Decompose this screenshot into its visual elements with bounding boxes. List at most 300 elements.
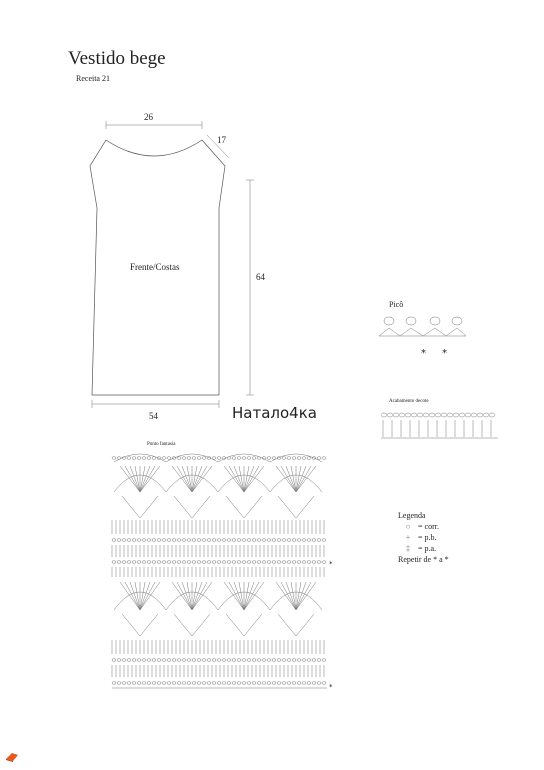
chart-chain	[197, 561, 201, 564]
chart-chain	[227, 682, 231, 685]
chart-chain	[277, 659, 281, 662]
chart-chain	[152, 457, 156, 460]
chart-chain	[312, 561, 316, 564]
chart-chain	[112, 561, 116, 564]
chart-chain	[262, 659, 266, 662]
neck-edging-chain	[489, 413, 495, 417]
chart-chain	[292, 659, 296, 662]
chart-chain	[302, 539, 306, 542]
chart-chain	[277, 561, 281, 564]
chart-chain	[117, 659, 121, 662]
chart-chain	[282, 561, 286, 564]
chart-chain	[157, 539, 161, 542]
chart-chain	[127, 659, 131, 662]
chart-chain	[302, 659, 306, 662]
chart-chain	[232, 659, 236, 662]
chart-chain	[307, 561, 311, 564]
stitch-chart	[112, 454, 327, 688]
chart-fan-stitch	[244, 582, 264, 610]
chart-chain	[207, 682, 211, 685]
chart-chain	[287, 682, 291, 685]
chart-chain	[152, 561, 156, 564]
chart-chain	[267, 539, 271, 542]
chart-chain	[142, 457, 146, 460]
neck-edging-chain	[453, 413, 459, 417]
chart-chain	[177, 539, 181, 542]
chart-chain	[157, 682, 161, 685]
chart-fan-stitch	[244, 466, 254, 492]
chart-chain	[287, 457, 291, 460]
page-title: Vestido bege	[68, 48, 166, 69]
chart-v-stitch	[174, 496, 210, 518]
neck-edging-chain	[387, 413, 393, 417]
chart-chain	[202, 682, 206, 685]
chart-chain	[192, 682, 196, 685]
chart-chain	[302, 682, 306, 685]
chart-chain	[167, 682, 171, 685]
chart-chain	[247, 561, 251, 564]
chart-chain	[142, 659, 146, 662]
chart-chain	[112, 539, 116, 542]
neck-edging-chain	[483, 413, 489, 417]
neck-edging-chain	[459, 413, 465, 417]
stitch-chart-title: Ponto fantasia	[147, 442, 176, 447]
legend-repeat-note: Repetir de * a *	[398, 555, 449, 564]
chart-chain	[237, 682, 241, 685]
chart-chain	[212, 457, 216, 460]
chart-chain	[177, 682, 181, 685]
chart-chain	[252, 539, 256, 542]
chart-chain	[242, 682, 246, 685]
chart-chain	[262, 682, 266, 685]
chart-chain	[187, 539, 191, 542]
chart-chain	[207, 561, 211, 564]
chart-chain	[232, 561, 236, 564]
chart-chain	[287, 561, 291, 564]
chart-fan-stitch	[192, 466, 202, 492]
chart-chain	[147, 682, 151, 685]
chart-chain	[257, 561, 261, 564]
chart-chain	[212, 539, 216, 542]
chart-chain	[132, 659, 136, 662]
chart-chain	[317, 561, 321, 564]
chart-chain	[252, 457, 256, 460]
neck-edging-chain	[381, 413, 387, 417]
chart-chain	[257, 659, 261, 662]
chart-chain	[232, 682, 236, 685]
chart-chain	[237, 561, 241, 564]
chart-chain	[137, 682, 141, 685]
pico-diagram	[379, 317, 466, 336]
chart-chain	[112, 682, 116, 685]
chart-chain	[217, 561, 221, 564]
chart-chain	[322, 539, 326, 542]
chart-chain	[307, 659, 311, 662]
chart-chain	[117, 561, 121, 564]
chart-chain	[117, 457, 121, 460]
chart-chain	[217, 682, 221, 685]
chart-fan-stitch	[296, 466, 316, 492]
chart-chain	[162, 659, 166, 662]
chart-chain	[312, 659, 316, 662]
chart-chain	[317, 539, 321, 542]
chart-chain	[297, 539, 301, 542]
neck-edging-chain	[411, 413, 417, 417]
chart-chain	[267, 682, 271, 685]
chart-chain	[252, 682, 256, 685]
chart-chain	[212, 561, 216, 564]
chart-chain	[222, 659, 226, 662]
chart-v-stitch	[174, 614, 210, 636]
stitch-repeat-marker-1: *	[329, 560, 333, 568]
chart-chain	[222, 682, 226, 685]
chart-chain	[297, 457, 301, 460]
chart-chain	[142, 682, 146, 685]
chart-fan-stitch	[182, 466, 192, 492]
chart-chain	[117, 539, 121, 542]
double-crochet-icon: ‡	[406, 544, 410, 553]
chart-chain	[237, 457, 241, 460]
chart-chain	[187, 457, 191, 460]
chart-chain	[217, 457, 221, 460]
dim-line-height	[246, 180, 254, 395]
chart-chain	[172, 539, 176, 542]
chart-chain	[312, 539, 316, 542]
chart-fan-stitch	[286, 582, 296, 610]
chart-fan-stitch	[296, 582, 316, 610]
chart-chain	[272, 659, 276, 662]
chart-fan-stitch	[192, 466, 212, 492]
chart-chain	[267, 659, 271, 662]
chain-oval-icon: ○	[405, 522, 411, 531]
chart-chain	[292, 682, 296, 685]
chart-chain	[282, 682, 286, 685]
chart-fan-stitch	[140, 466, 160, 492]
chart-chain	[297, 561, 301, 564]
chart-chain	[242, 457, 246, 460]
chart-chain	[147, 659, 151, 662]
chart-chain	[232, 539, 236, 542]
chart-chain	[252, 659, 256, 662]
chart-chain	[247, 539, 251, 542]
chart-chain	[177, 457, 181, 460]
chart-chain	[292, 457, 296, 460]
neck-edging-chain	[429, 413, 435, 417]
chart-chain	[257, 457, 261, 460]
neck-edging-chain	[405, 413, 411, 417]
chart-chain	[297, 682, 301, 685]
neck-edging-chain	[399, 413, 405, 417]
chart-v-stitch	[226, 496, 262, 518]
neck-edging-chain	[441, 413, 447, 417]
chart-chain	[192, 539, 196, 542]
chart-fan-stitch	[286, 466, 296, 492]
chart-chain	[257, 539, 261, 542]
chart-chain	[137, 457, 141, 460]
legend-label: = corr.	[418, 522, 439, 531]
chart-chain	[207, 659, 211, 662]
chart-chain	[287, 659, 291, 662]
legend-label: = p.a.	[418, 544, 437, 553]
chart-fan-stitch	[244, 466, 264, 492]
chart-fan-stitch	[234, 466, 244, 492]
legend-item-single-crochet	[398, 532, 449, 543]
chart-fan-stitch	[140, 466, 150, 492]
chart-chain	[162, 539, 166, 542]
chart-chain	[217, 659, 221, 662]
chart-chain	[197, 682, 201, 685]
chart-chain	[167, 659, 171, 662]
chart-chain	[282, 659, 286, 662]
chart-chain	[242, 659, 246, 662]
chart-chain	[187, 561, 191, 564]
recipe-number: Receita 21	[76, 74, 110, 83]
chart-chain	[147, 539, 151, 542]
chart-chain	[152, 682, 156, 685]
chart-chain	[192, 659, 196, 662]
chart-chain	[182, 561, 186, 564]
chart-fan-stitch	[120, 466, 140, 492]
stitch-repeat-marker-2: *	[329, 683, 333, 691]
chart-chain	[132, 539, 136, 542]
chart-chain	[277, 539, 281, 542]
chart-chain	[182, 539, 186, 542]
chart-chain	[152, 659, 156, 662]
chart-chain	[202, 457, 206, 460]
chart-chain	[242, 539, 246, 542]
chart-chain	[272, 682, 276, 685]
chart-chain	[162, 457, 166, 460]
chart-fan-stitch	[182, 582, 192, 610]
chart-chain	[132, 561, 136, 564]
neck-edging-chain	[477, 413, 483, 417]
chart-chain	[267, 561, 271, 564]
chart-chain	[147, 561, 151, 564]
chart-chain	[122, 539, 126, 542]
chart-chain	[262, 561, 266, 564]
chart-v-stitch	[122, 496, 158, 518]
chart-chain	[257, 682, 261, 685]
chart-chain	[127, 682, 131, 685]
chart-chain	[202, 659, 206, 662]
chart-chain	[182, 457, 186, 460]
chart-fan-stitch	[192, 582, 202, 610]
chart-chain	[232, 457, 236, 460]
chart-chain	[167, 539, 171, 542]
chart-fan-stitch	[120, 582, 140, 610]
chart-fan-stitch	[276, 466, 296, 492]
chart-chain	[162, 682, 166, 685]
chart-chain	[297, 659, 301, 662]
chart-chain	[172, 682, 176, 685]
dimension-length: 64	[256, 272, 265, 282]
chart-chain	[322, 682, 326, 685]
chart-fan-stitch	[224, 466, 244, 492]
neck-edging-chain	[393, 413, 399, 417]
chart-chain	[177, 561, 181, 564]
chart-chain	[162, 561, 166, 564]
chart-chain	[127, 539, 131, 542]
chart-chain	[227, 659, 231, 662]
chart-chain	[307, 539, 311, 542]
chart-chain	[197, 539, 201, 542]
chart-chain	[282, 539, 286, 542]
chart-chain	[112, 457, 116, 460]
chart-fan-stitch	[224, 582, 244, 610]
chart-chain	[322, 659, 326, 662]
publisher-logo-icon	[5, 749, 19, 763]
chart-chain	[142, 561, 146, 564]
chart-chain	[202, 539, 206, 542]
chart-chain	[282, 457, 286, 460]
chart-chain	[157, 561, 161, 564]
chart-v-stitch	[226, 614, 262, 636]
chart-chain	[137, 659, 141, 662]
chart-fan-stitch	[140, 582, 160, 610]
watermark-text: Натало4ка	[232, 404, 317, 422]
chart-chain	[197, 457, 201, 460]
chart-chain	[197, 659, 201, 662]
chart-fan-stitch	[140, 582, 150, 610]
chart-chain	[312, 682, 316, 685]
chart-chain	[252, 561, 256, 564]
chart-chain	[322, 561, 326, 564]
neck-edging-chain	[417, 413, 423, 417]
chart-chain	[237, 659, 241, 662]
chart-v-stitch	[278, 614, 314, 636]
chart-chain	[142, 539, 146, 542]
pico-repeat-marker-1: *	[421, 348, 426, 359]
chart-v-stitch	[278, 496, 314, 518]
chart-chain	[272, 561, 276, 564]
neck-edging-diagram	[381, 413, 498, 438]
chart-fan-stitch	[296, 582, 306, 610]
chart-chain	[277, 682, 281, 685]
chart-chain	[317, 682, 321, 685]
chart-chain	[237, 539, 241, 542]
chart-chain	[307, 682, 311, 685]
chart-chain	[222, 561, 226, 564]
chart-chain	[317, 659, 321, 662]
neck-edging-chain	[435, 413, 441, 417]
chart-chain	[172, 659, 176, 662]
chart-chain	[157, 659, 161, 662]
chart-chain	[307, 457, 311, 460]
chart-chain	[212, 682, 216, 685]
chart-chain	[167, 457, 171, 460]
chart-chain	[262, 539, 266, 542]
chart-fan-stitch	[192, 582, 212, 610]
chart-chain	[122, 682, 126, 685]
chart-chain	[247, 682, 251, 685]
dim-line-bottom	[92, 400, 219, 408]
chart-chain	[272, 457, 276, 460]
dimension-shoulder: 17	[217, 135, 226, 145]
chart-chain	[212, 659, 216, 662]
chart-chain	[172, 561, 176, 564]
chart-chain	[227, 457, 231, 460]
dimension-bottom-width: 54	[149, 411, 158, 421]
legend-item-chain	[398, 521, 449, 532]
chart-chain	[317, 457, 321, 460]
chart-chain	[147, 457, 151, 460]
chart-fan-stitch	[276, 582, 296, 610]
pico-title: Picô	[389, 300, 404, 309]
chart-chain	[187, 682, 191, 685]
chart-chain	[127, 561, 131, 564]
chart-chain	[127, 457, 131, 460]
chart-fan-stitch	[244, 582, 254, 610]
chart-fan-stitch	[130, 582, 140, 610]
chart-chain	[322, 457, 326, 460]
chart-fan-stitch	[172, 466, 192, 492]
chart-chain	[192, 457, 196, 460]
chart-chain	[202, 561, 206, 564]
chart-chain	[137, 561, 141, 564]
chart-fan-stitch	[296, 466, 306, 492]
chart-chain	[207, 539, 211, 542]
chart-fan-stitch	[234, 582, 244, 610]
chart-chain	[132, 457, 136, 460]
chart-chain	[292, 561, 296, 564]
front-back-label: Frente/Costas	[130, 262, 180, 272]
chart-chain	[242, 561, 246, 564]
chart-chain	[222, 539, 226, 542]
chart-chain	[122, 659, 126, 662]
chart-chain	[152, 539, 156, 542]
neck-edging-chain	[471, 413, 477, 417]
chart-chain	[132, 682, 136, 685]
neck-edging-chain	[447, 413, 453, 417]
dim-line-top	[106, 121, 202, 129]
chart-chain	[182, 682, 186, 685]
chart-chain	[137, 539, 141, 542]
pico-repeat-marker-2: *	[442, 348, 447, 359]
chart-chain	[267, 457, 271, 460]
chart-chain	[117, 682, 121, 685]
chart-chain	[187, 659, 191, 662]
dimension-top-width: 26	[144, 112, 153, 122]
legend	[398, 510, 449, 565]
single-crochet-plus-icon: +	[405, 533, 411, 542]
chart-chain	[272, 539, 276, 542]
chart-chain	[247, 457, 251, 460]
chart-chain	[302, 561, 306, 564]
neck-edging-chain	[465, 413, 471, 417]
chart-fan-stitch	[130, 466, 140, 492]
chart-chain	[177, 659, 181, 662]
chart-chain	[182, 659, 186, 662]
legend-item-double-crochet	[398, 543, 449, 554]
chart-chain	[192, 561, 196, 564]
chart-chain	[227, 539, 231, 542]
neck-edging-title: Acabamento decote	[389, 399, 429, 404]
chart-chain	[292, 539, 296, 542]
chart-fan-stitch	[172, 582, 192, 610]
chart-chain	[122, 561, 126, 564]
chart-chain	[247, 659, 251, 662]
chart-chain	[227, 561, 231, 564]
legend-label: = p.b.	[418, 533, 437, 542]
chart-chain	[287, 539, 291, 542]
chart-chain	[302, 457, 306, 460]
legend-title: Legenda	[398, 511, 426, 520]
chart-chain	[112, 659, 116, 662]
chart-chain	[167, 561, 171, 564]
chart-v-stitch	[122, 614, 158, 636]
chart-chain	[217, 539, 221, 542]
neck-edging-chain	[423, 413, 429, 417]
